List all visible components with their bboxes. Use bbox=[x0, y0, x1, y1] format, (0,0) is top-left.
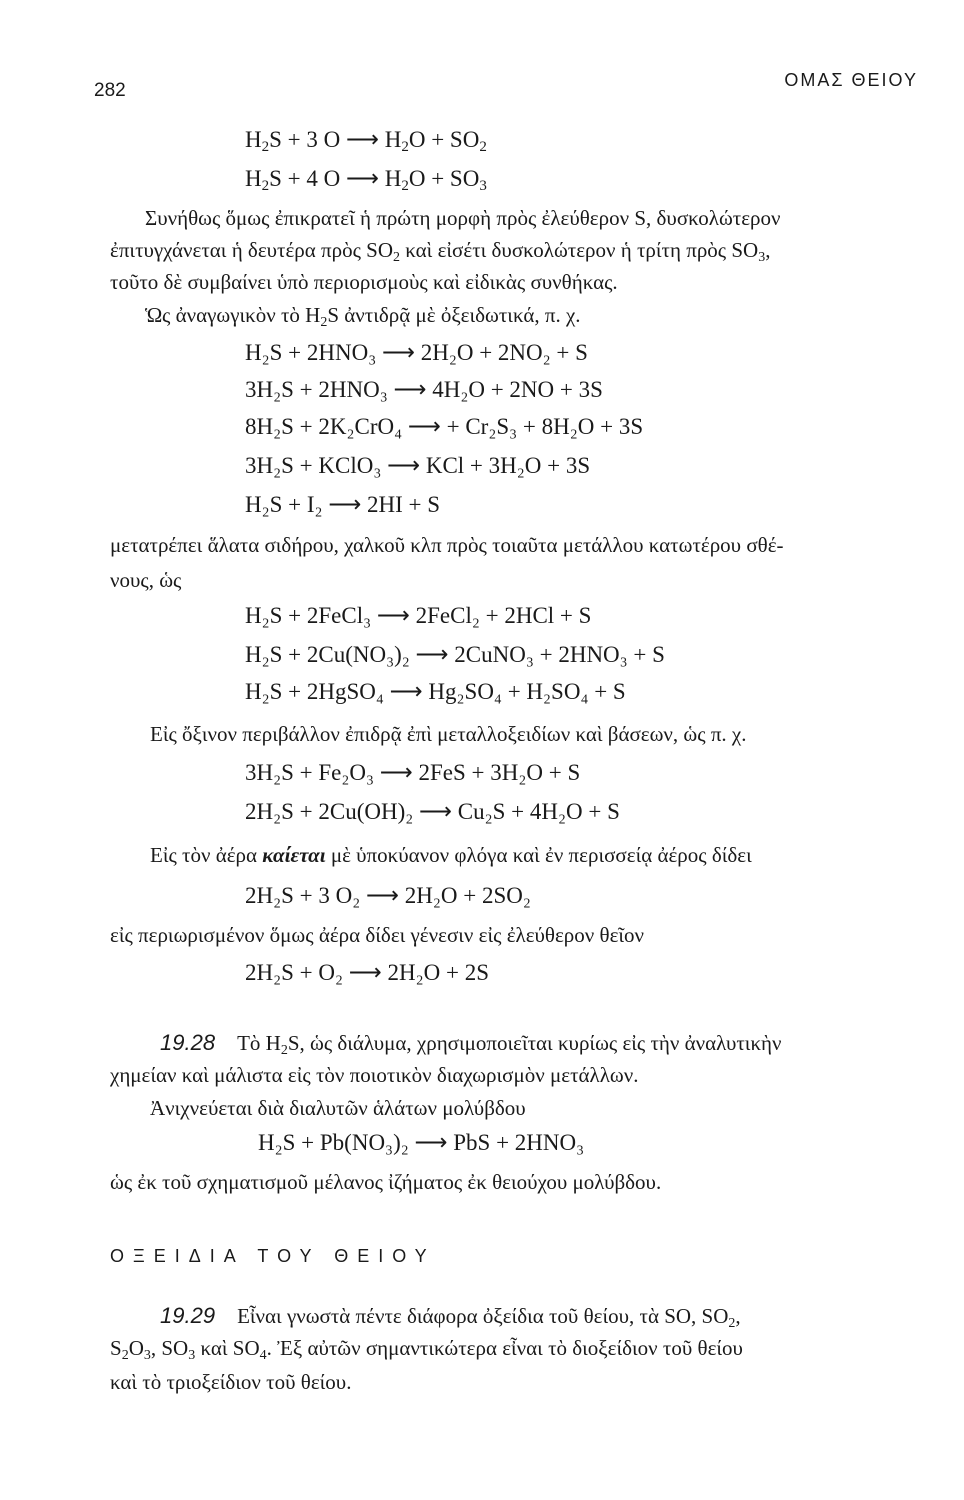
reaction-copper-hydroxide: 2H₂S + 2Cu(OH)₂ ⟶ Cu₂S + 4H₂O + S bbox=[245, 799, 620, 824]
page-number: 282 bbox=[94, 80, 126, 101]
reaction-limited-air: 2H₂S + O₂ ⟶ 2H₂O + 2S bbox=[245, 960, 489, 985]
paragraph-line: ἐπιτυγχάνεται ἡ δευτέρα πρὸς $SO_2$ καὶ εἰσέτι δυσκολώτερον ἡ τρίτη πρὸς $SO_3$, bbox=[110, 238, 771, 265]
running-title: ΟΜΑΣ ΘΕΙΟΥ bbox=[784, 70, 918, 90]
paragraph-line: χημείαν καὶ μάλιστα εἰς τὸν ποιοτικὸν διαχωρισμὸν μετάλλων. bbox=[110, 1063, 639, 1087]
section-number: 19.28 bbox=[160, 1030, 216, 1055]
reaction-iron-oxide: 3H₂S + Fe₂O₃ ⟶ 2FeS + 3H₂O + S bbox=[245, 760, 581, 785]
reaction-lead-nitrate: H₂S + Pb(NO₃)₂ ⟶ PbS + 2HNO₃ bbox=[258, 1130, 585, 1155]
reaction-combustion: 2H₂S + 3 O₂ ⟶ 2H₂O + 2SO₂ bbox=[245, 883, 531, 908]
section-number: 19.29 bbox=[160, 1303, 216, 1328]
paragraph-line: τοῦτο δὲ συμβαίνει ὑπὸ περιορισμοὺς καὶ εἰδικὰς συνθήκας. bbox=[110, 270, 618, 294]
reaction-mercury-sulfate: H₂S + 2HgSO₄ ⟶ Hg₂SO₄ + H₂SO₄ + S bbox=[245, 679, 626, 704]
paragraph-line: Συνήθως ὅμως ἐπικρατεῖ ἡ πρώτη μορφὴ πρὸς ἐλεύθερον S, δυσκολώτερον bbox=[145, 206, 781, 230]
paragraph-line: Εἰς ὄξινον περιβάλλον ἐπιδρᾷ ἐπὶ μεταλλοξειδίων καὶ βάσεων, ὡς π. χ. bbox=[150, 722, 747, 746]
paragraph-line: καὶ τὸ τριοξείδιον τοῦ θείου. bbox=[110, 1370, 352, 1394]
reaction-chlorate: 3H₂S + KClO₃ ⟶ KCl + 3H₂O + 3S bbox=[245, 453, 591, 478]
reaction-ferric-chloride: H₂S + 2FeCl₃ ⟶ 2FeCl₂ + 2HCl + S bbox=[245, 603, 592, 628]
paragraph-19-29: 19.29 Εἶναι γνωστὰ πέντε διάφορα ὀξείδια τοῦ θείου, τὰ SO, $SO_2$, bbox=[160, 1303, 741, 1331]
equation-h2s-3o: $H_2S + 3$ O ⟶ $H_2O + SO_2$ bbox=[245, 127, 487, 155]
paragraph-line: εἰς περιωρισμένον ὅμως ἀέρα δίδει γένεσιν εἰς ἐλεύθερον θεῖον bbox=[110, 923, 645, 947]
reaction-hno3-no2: H₂S + 2HNO₃ ⟶ 2H₂O + 2NO₂ + S bbox=[245, 340, 588, 365]
reaction-copper-nitrate: H₂S + 2Cu(NO₃)₂ ⟶ 2CuNO₃ + 2HNO₃ + S bbox=[245, 642, 665, 667]
reaction-iodine: H₂S + I₂ ⟶ 2HI + S bbox=[245, 492, 441, 517]
reaction-chromate: 8H₂S + 2K₂CrO₄ ⟶ + Cr₂S₃ + 8H₂O + 3S bbox=[245, 414, 644, 439]
paragraph-19-28: 19.28 Τὸ $H_2S$, ὡς διάλυμα, χρησιμοποιεῖται κυρίως εἰς τὴν ἀναλυτικὴν bbox=[160, 1030, 782, 1058]
paragraph-line: Ὡς ἀναγωγικὸν τὸ $H_2S$ ἀντιδρᾷ μὲ ὀξειδωτικά, π. χ. bbox=[145, 303, 581, 330]
paragraph-line: $S_2O_3$, $SO_3$ καὶ $SO_4$. Ἐξ αὐτῶν σημαντικώτερα εἶναι τὸ διοξείδιον τοῦ θείου bbox=[110, 1336, 743, 1363]
paragraph-line: μετατρέπει ἅλατα σιδήρου, χαλκοῦ κλπ πρὸς τοιαῦτα μετάλλου κατωτέρου σθέ- bbox=[110, 533, 784, 557]
section-heading: ΟΞΕΙΔΙΑ ΤΟΥ ΘΕΙΟΥ bbox=[110, 1246, 436, 1266]
paragraph-line: Εἰς τὸν ἀέρα καίεται μὲ ὑποκύανον φλόγα καὶ ἐν περισσείᾳ ἀέρος δίδει bbox=[150, 843, 752, 867]
paragraph-line: νους, ὡς bbox=[110, 568, 182, 592]
equation-h2s-4o: $H_2S + 4$ O ⟶ $H_2O + SO_3$ bbox=[245, 166, 487, 194]
reaction-hno3-no: 3H₂S + 2HNO₃ ⟶ 4H₂O + 2NO + 3S bbox=[245, 377, 603, 402]
paragraph-line: Ἀνιχνεύεται διὰ διαλυτῶν ἁλάτων μολύβδου bbox=[150, 1096, 526, 1120]
paragraph-line: ὡς ἐκ τοῦ σχηματισμοῦ μέλανος ἰζήματος ἐκ θειούχου μολύβδου. bbox=[110, 1170, 662, 1194]
